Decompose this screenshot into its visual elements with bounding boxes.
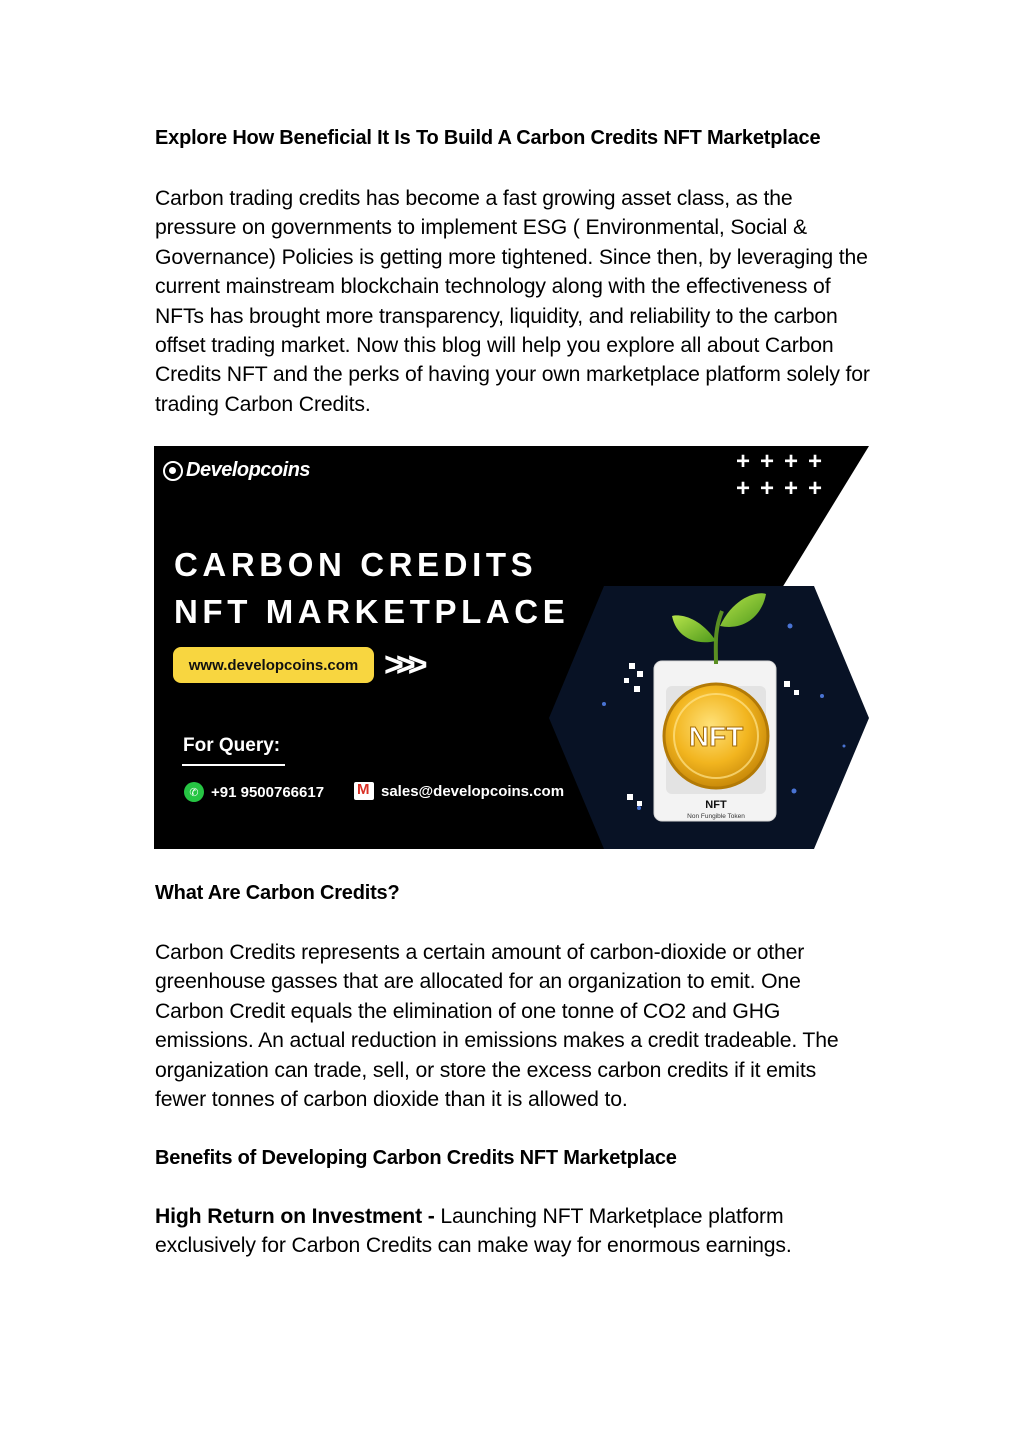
contact-phone bbox=[184, 782, 324, 802]
gmail-icon bbox=[354, 782, 374, 800]
email-address: sales@developcoins.com bbox=[381, 782, 565, 800]
plus-decoration bbox=[736, 448, 846, 502]
for-query-label: For Query: bbox=[183, 735, 281, 756]
benefit-roi-text: Launching NFT Marketplace platform exclusively for Carbon Credits can make way for enormous earnings. bbox=[155, 1205, 792, 1258]
developcoins-logo bbox=[163, 459, 310, 482]
card-title: NFT bbox=[705, 799, 727, 811]
page-title: Explore How Beneficial It Is To Build A Carbon Credits NFT Marketplace bbox=[155, 127, 821, 149]
banner-headline-line-1: CARBON CREDITS bbox=[174, 546, 538, 583]
chevrons-icon: >>> bbox=[384, 646, 420, 684]
section-paragraph-what: Carbon Credits represents a certain amount of carbon-dioxide or other greenhouse gasses that are allocated for an organization to emit. One Carbon Credit equals the elimination of one tonne of CO2 and GHG emissions. An actual reduction in emissions makes a credit tradeable. The organization can trade, sell, or store the excess carbon credits if it emits fewer tonnes of carbon dioxide than it is allowed to. bbox=[155, 941, 839, 1112]
carbon-credits-banner bbox=[154, 446, 869, 849]
whatsapp-icon: ✆ bbox=[184, 782, 204, 802]
plus-row-2: ++++ bbox=[736, 475, 833, 502]
plus-row-1: ++++ bbox=[736, 448, 833, 475]
benefit-roi-label: High Return on Investment - bbox=[155, 1205, 435, 1228]
phone-number: +91 9500766617 bbox=[211, 783, 325, 801]
intro-paragraph: Carbon trading credits has become a fast growing asset class, as the pressure on governments to implement ESG ( Environmental, Social & Governance) Policies is getting more tightened. Since then, by leveraging the current mainstream blockchain technology along with the effectiveness of NFTs has brought more transparency, liquidity, and reliability to the carbon offset trading market. Now this blog will help you explore all about Carbon Credits NFT and the perks of having your own marketplace platform solely for trading Carbon Credits. bbox=[155, 187, 870, 416]
section-heading-benefits: Benefits of Developing Carbon Credits NFT Marketplace bbox=[155, 1147, 677, 1169]
website-url-pill: www.developcoins.com bbox=[173, 647, 374, 683]
card-subtitle: Non Fungible Token bbox=[687, 813, 745, 820]
benefit-roi-paragraph bbox=[155, 1202, 871, 1261]
banner-headline-line-2: NFT MARKETPLACE bbox=[174, 593, 570, 630]
coin-label: NFT bbox=[688, 721, 744, 752]
logo-text: Developcoins bbox=[186, 459, 311, 481]
nft-illustration bbox=[544, 586, 869, 849]
for-query-underline bbox=[182, 764, 285, 766]
contact-email bbox=[354, 782, 564, 800]
section-heading-what: What Are Carbon Credits? bbox=[155, 882, 400, 904]
logo-mark-icon bbox=[163, 461, 183, 481]
